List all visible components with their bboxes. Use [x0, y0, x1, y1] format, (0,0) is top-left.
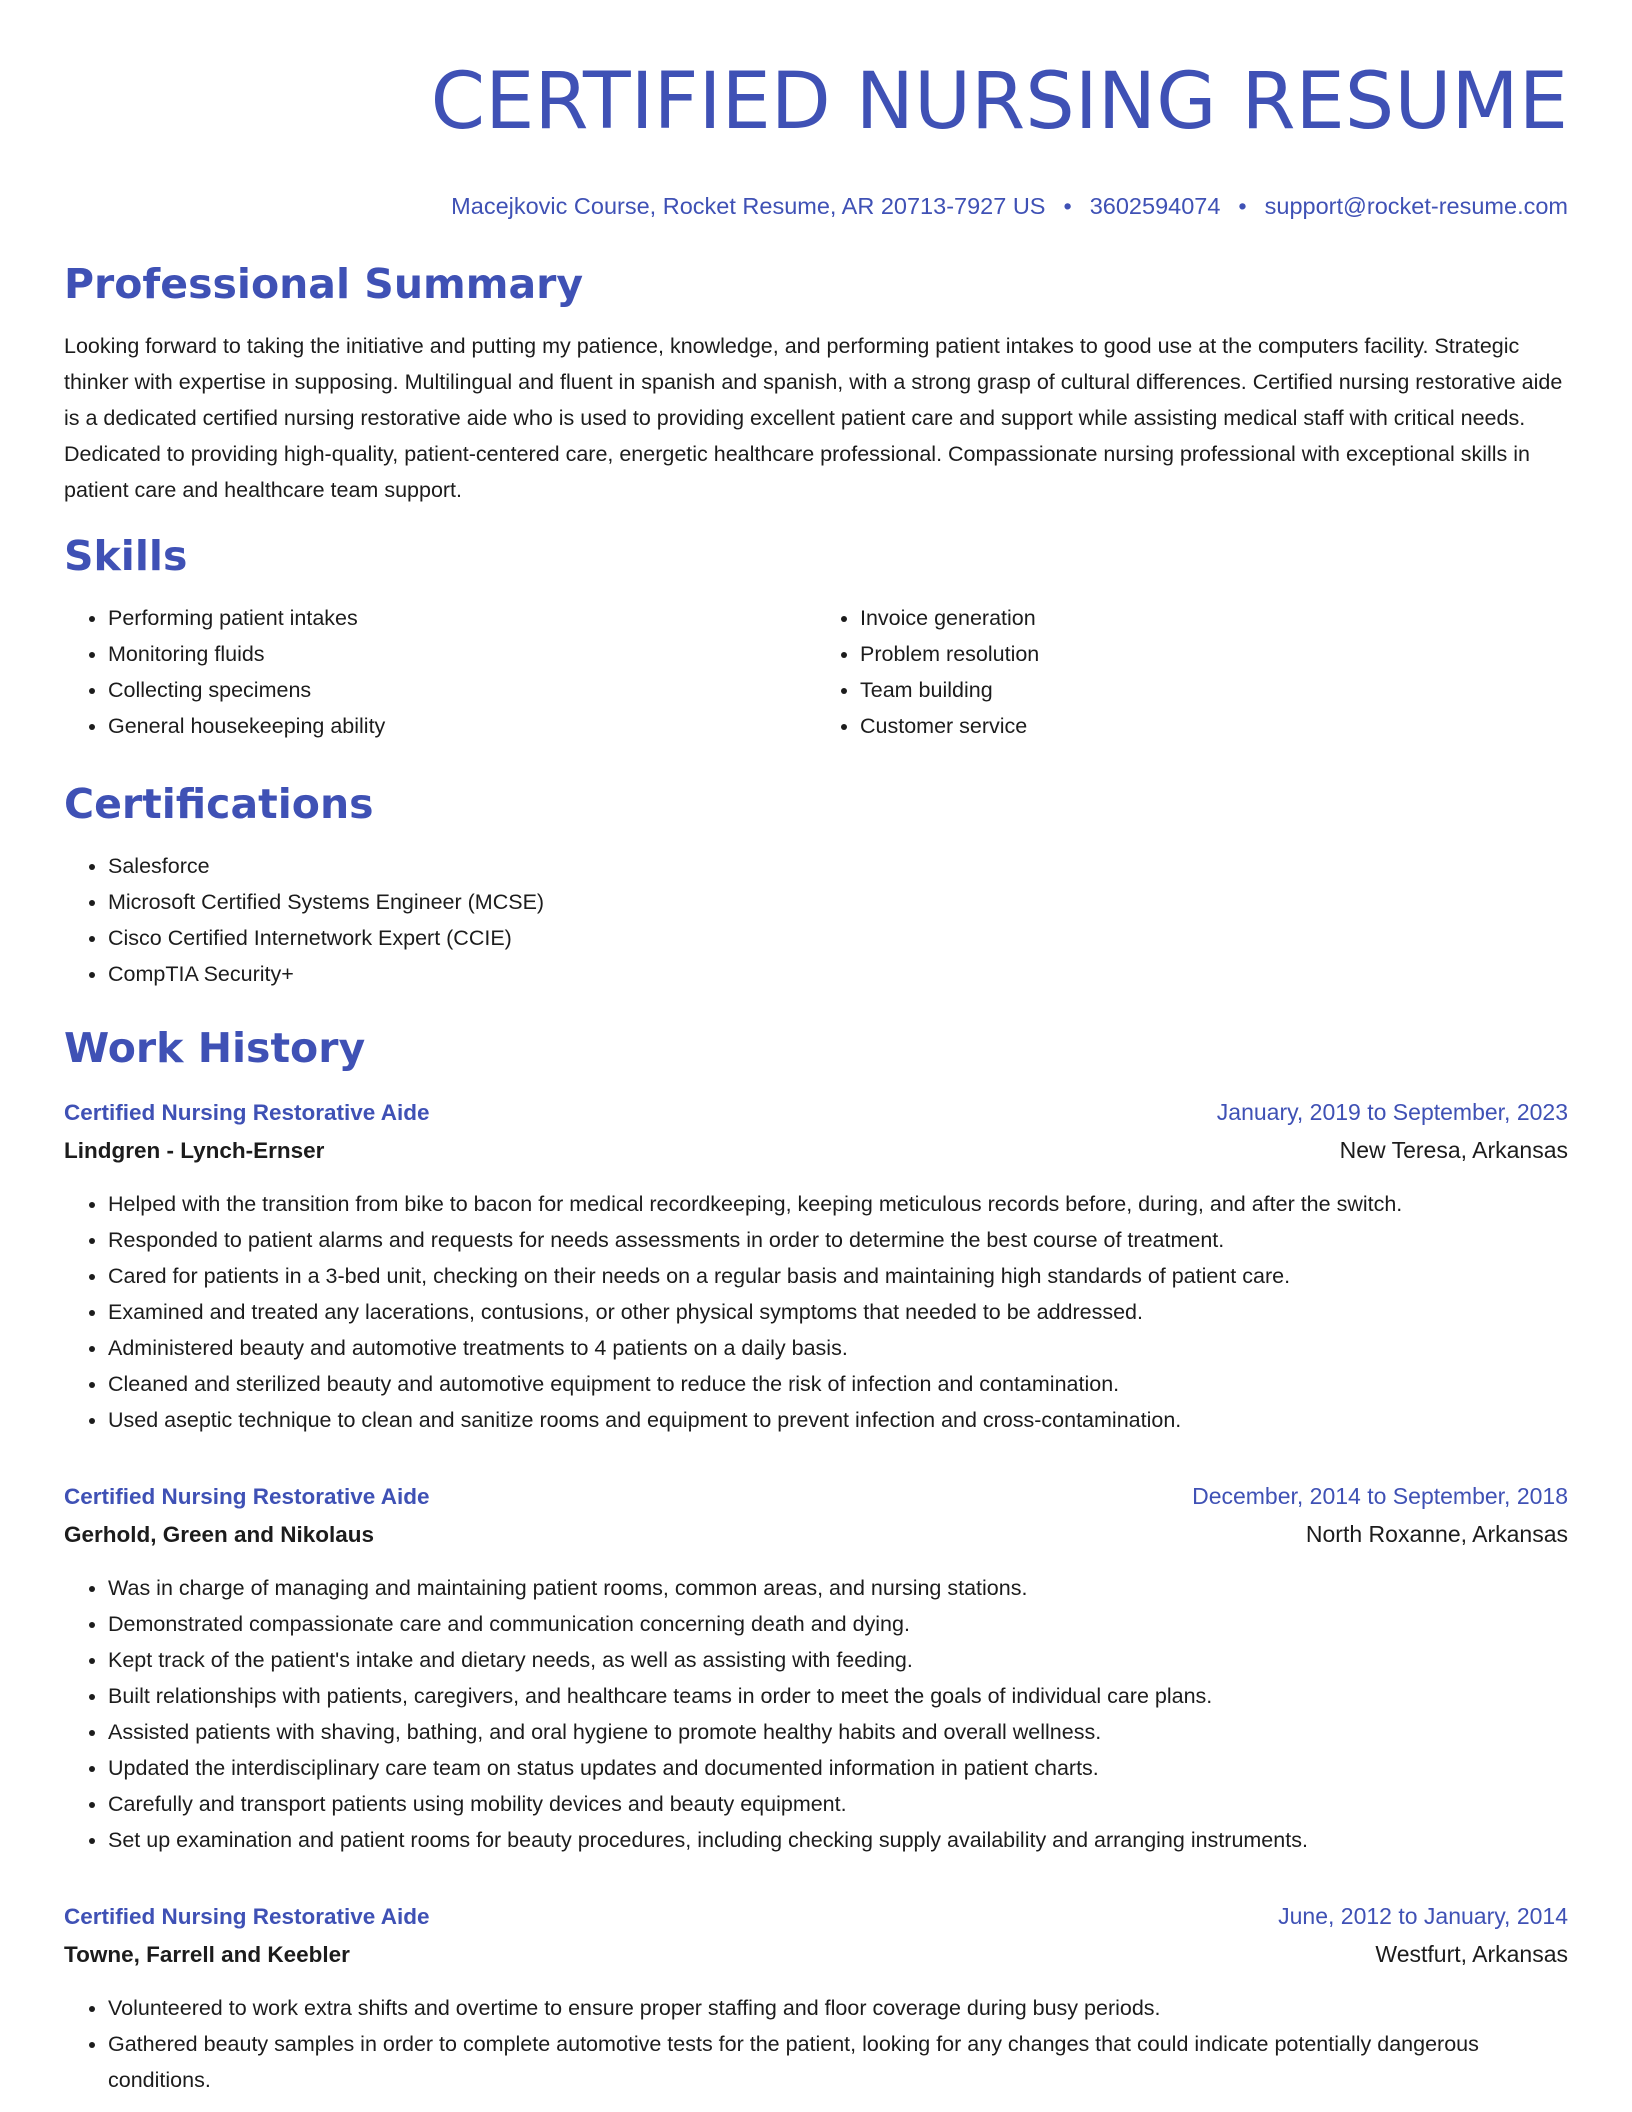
contact-email[interactable]: support@rocket-resume.com	[1264, 193, 1568, 219]
duty-item: • Helped with the transition from bike to bacon for medical recordkeeping, keeping meticulous records before, during, and after the switch.	[108, 1186, 1568, 1222]
resume-page	[64, 0, 1568, 2098]
duty-item: • Examined and treated any lacerations, contusions, or other physical symptoms that needed to be addressed.	[108, 1294, 1568, 1330]
skill-item: • Performing patient intakes	[108, 600, 816, 636]
duty-item: • Gathered beauty samples in order to complete automotive tests for the patient, looking for any changes that could indicate potentially dangerous conditions.	[108, 2026, 1568, 2098]
skill-item: • Customer service	[860, 708, 1568, 744]
job-location: New Teresa, Arkansas	[1339, 1137, 1568, 1163]
resume-title: CERTIFIED NURSING RESUME	[430, 57, 1568, 147]
skills-heading: Skills	[64, 532, 188, 580]
job-entry	[64, 1094, 1568, 1438]
contact-address: Macejkovic Course, Rocket Resume, AR 20713-7927 US	[451, 193, 1046, 219]
duty-item: • Cared for patients in a 3-bed unit, checking on their needs on a regular basis and maintaining high standards of patient care.	[108, 1258, 1568, 1294]
job-title: Certified Nursing Restorative Aide	[64, 1904, 430, 1929]
certification-item: • Salesforce	[108, 848, 1568, 884]
job-entry	[64, 1478, 1568, 1858]
certifications-heading: Certifications	[64, 780, 374, 828]
contact-separator: •	[1063, 193, 1072, 219]
job-duties	[64, 1570, 1568, 1858]
summary-heading: Professional Summary	[64, 260, 584, 308]
job-dates: December, 2014 to September, 2018	[1192, 1483, 1568, 1509]
duty-item: • Carefully and transport patients using mobility devices and beauty equipment.	[108, 1786, 1568, 1822]
skills-column-left	[64, 600, 816, 744]
certification-item: • Cisco Certified Internetwork Expert (CCIE)	[108, 920, 1568, 956]
duty-item: • Was in charge of managing and maintaining patient rooms, common areas, and nursing stations.	[108, 1570, 1568, 1606]
contact-phone[interactable]: 3602594074	[1089, 193, 1221, 219]
duty-item: • Kept track of the patient's intake and dietary needs, as well as assisting with feeding.	[108, 1642, 1568, 1678]
certification-item: • Microsoft Certified Systems Engineer (MCSE)	[108, 884, 1568, 920]
skill-item: • General housekeeping ability	[108, 708, 816, 744]
job-title: Certified Nursing Restorative Aide	[64, 1100, 430, 1125]
duty-item: • Administered beauty and automotive treatments to 4 patients on a daily basis.	[108, 1330, 1568, 1366]
skills-column-right	[816, 600, 1568, 744]
skills-list	[64, 600, 1568, 744]
summary-text: Looking forward to taking the initiative and putting my patience, knowledge, and performing patient intakes to good use at the computers facility. Strategic thinker with expertise in supposing. Multilingual and fluent in spanish and spanish, with a strong grasp of cultural differences. Certified nursing restorative aide is a dedicated certified nursing restorative aide who is used to providing excellent patient care and support while assisting medical staff with critical needs. Dedicated to providing high-quality, patient-centered care, energetic healthcare professional. Compassionate nursing professional with exceptional skills in patient care and healthcare team support.	[64, 334, 1563, 502]
job-location: Westfurt, Arkansas	[1375, 1941, 1568, 1967]
work-history-heading: Work History	[64, 1024, 366, 1072]
job-location: North Roxanne, Arkansas	[1305, 1521, 1568, 1547]
duty-item: • Demonstrated compassionate care and communication concerning death and dying.	[108, 1606, 1568, 1642]
certification-item: • CompTIA Security+	[108, 956, 1568, 992]
duty-item: • Volunteered to work extra shifts and overtime to ensure proper staffing and floor coverage during busy periods.	[108, 1990, 1568, 2026]
job-duties	[64, 1186, 1568, 1438]
job-duties	[64, 1990, 1568, 2098]
job-dates: January, 2019 to September, 2023	[1216, 1099, 1568, 1125]
skill-item: • Collecting specimens	[108, 672, 816, 708]
duty-item: • Updated the interdisciplinary care team on status updates and documented information in patient charts.	[108, 1750, 1568, 1786]
skill-item: • Problem resolution	[860, 636, 1568, 672]
skill-item: • Invoice generation	[860, 600, 1568, 636]
duty-item: • Set up examination and patient rooms for beauty procedures, including checking supply availability and arranging instruments.	[108, 1822, 1568, 1858]
job-dates: June, 2012 to January, 2014	[1278, 1903, 1568, 1929]
duty-item: • Built relationships with patients, caregivers, and healthcare teams in order to meet the goals of individual care plans.	[108, 1678, 1568, 1714]
job-title: Certified Nursing Restorative Aide	[64, 1484, 430, 1509]
certifications-list	[64, 848, 1568, 992]
skill-item: • Team building	[860, 672, 1568, 708]
duty-item: • Responded to patient alarms and requests for needs assessments in order to determine the best course of treatment.	[108, 1222, 1568, 1258]
job-company: Towne, Farrell and Keebler	[64, 1942, 350, 1967]
duty-item: • Used aseptic technique to clean and sanitize rooms and equipment to prevent infection and cross-contamination.	[108, 1402, 1568, 1438]
job-company: Gerhold, Green and Nikolaus	[64, 1522, 375, 1547]
job-entry	[64, 1898, 1568, 2098]
contact-separator: •	[1238, 193, 1247, 219]
skill-item: • Monitoring fluids	[108, 636, 816, 672]
duty-item: • Assisted patients with shaving, bathing, and oral hygiene to promote healthy habits and overall wellness.	[108, 1714, 1568, 1750]
duty-item: • Cleaned and sterilized beauty and automotive equipment to reduce the risk of infection and contamination.	[108, 1366, 1568, 1402]
job-company: Lindgren - Lynch-Ernser	[64, 1138, 325, 1163]
contact-line	[64, 190, 1568, 222]
